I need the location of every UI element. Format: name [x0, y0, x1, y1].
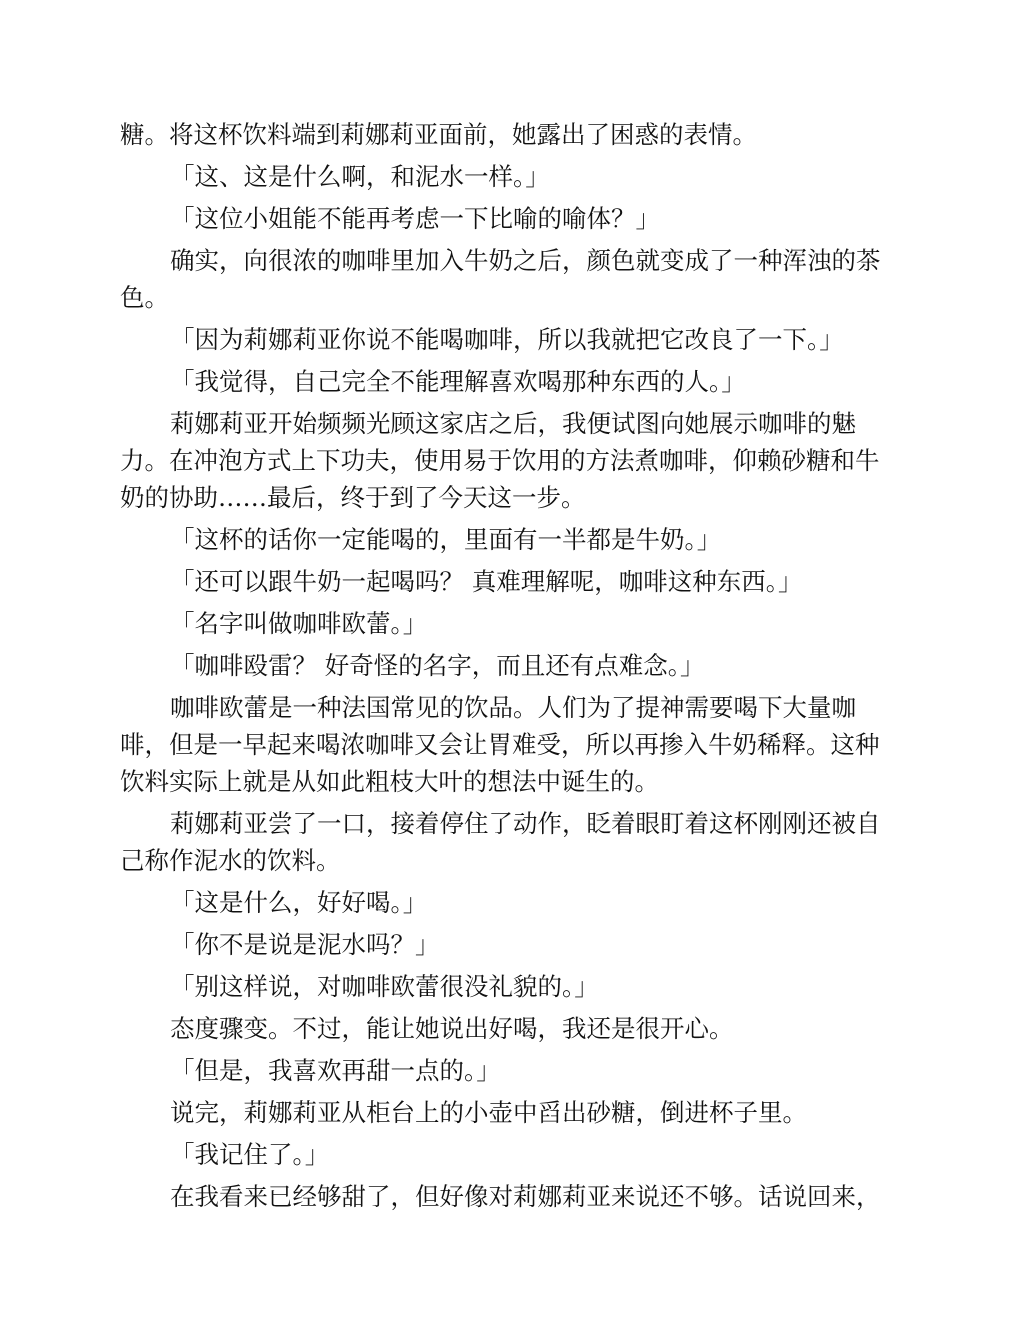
paragraph: 咖啡欧蕾是一种法国常见的饮品。人们为了提神需要喝下大量咖啡，但是一早起来喝浓咖啡又会让胃难受，所以再掺入牛奶稀释。这种饮料实际上就是从如此粗枝大叶的想法中诞生的。 [120, 693, 880, 796]
dialogue-line: 「这杯的话你一定能喝的，里面有一半都是牛奶。」 [170, 525, 722, 554]
dialogue-line: 「但是，我喜欢再甜一点的。」 [170, 1056, 501, 1085]
dialogue-line: 「别这样说，对咖啡欧蕾很没礼貌的。」 [170, 972, 599, 1001]
paragraph: 确实，向很浓的咖啡里加入牛奶之后，颜色就变成了一种浑浊的茶色。 [120, 246, 881, 312]
dialogue-line: 「咖啡殴雷？ 好奇怪的名字，而且还有点难念。」 [170, 651, 705, 680]
dialogue-line: 「这是什么，好好喝。」 [170, 888, 428, 917]
paragraph: 莉娜莉亚尝了一口，接着停住了动作，眨着眼盯着这杯刚刚还被自己称作泥水的饮料。 [120, 809, 881, 875]
paragraph: 莉娜莉亚开始频频光顾这家店之后，我便试图向她展示咖啡的魅力。在冲泡方式上下功夫，使用易于饮用的方法煮咖啡，仰赖砂糖和牛奶的协助……最后，终于到了今天这一步。 [120, 409, 880, 512]
dialogue-line: 「这位小姐能不能再考虑一下比喻的喻体？」 [170, 204, 660, 233]
paragraph: 糖。将这杯饮料端到莉娜莉亚面前，她露出了困惑的表情。 [120, 120, 757, 149]
novel-text-body [120, 116, 900, 1220]
dialogue-line: 「因为莉娜莉亚你说不能喝咖啡，所以我就把它改良了一下。」 [170, 325, 844, 354]
paragraph: 在我看来已经够甜了，但好像对莉娜莉亚来说还不够。话说回来， [170, 1182, 881, 1211]
dialogue-line: 「这、这是什么啊，和泥水一样。」 [170, 162, 550, 191]
paragraph: 说完，莉娜莉亚从柜台上的小壶中舀出砂糖，倒进杯子里。 [170, 1098, 807, 1127]
dialogue-line: 「你不是说是泥水吗？」 [170, 930, 440, 959]
dialogue-line: 「我记住了。」 [170, 1140, 330, 1169]
dialogue-line: 「我觉得，自己完全不能理解喜欢喝那种东西的人。」 [170, 367, 746, 396]
dialogue-line: 「名字叫做咖啡欧蕾。」 [170, 609, 428, 638]
paragraph: 态度骤变。不过，能让她说出好喝，我还是很开心。 [170, 1014, 734, 1043]
dialogue-line: 「还可以跟牛奶一起喝吗？ 真难理解呢，咖啡这种东西。」 [170, 567, 803, 596]
